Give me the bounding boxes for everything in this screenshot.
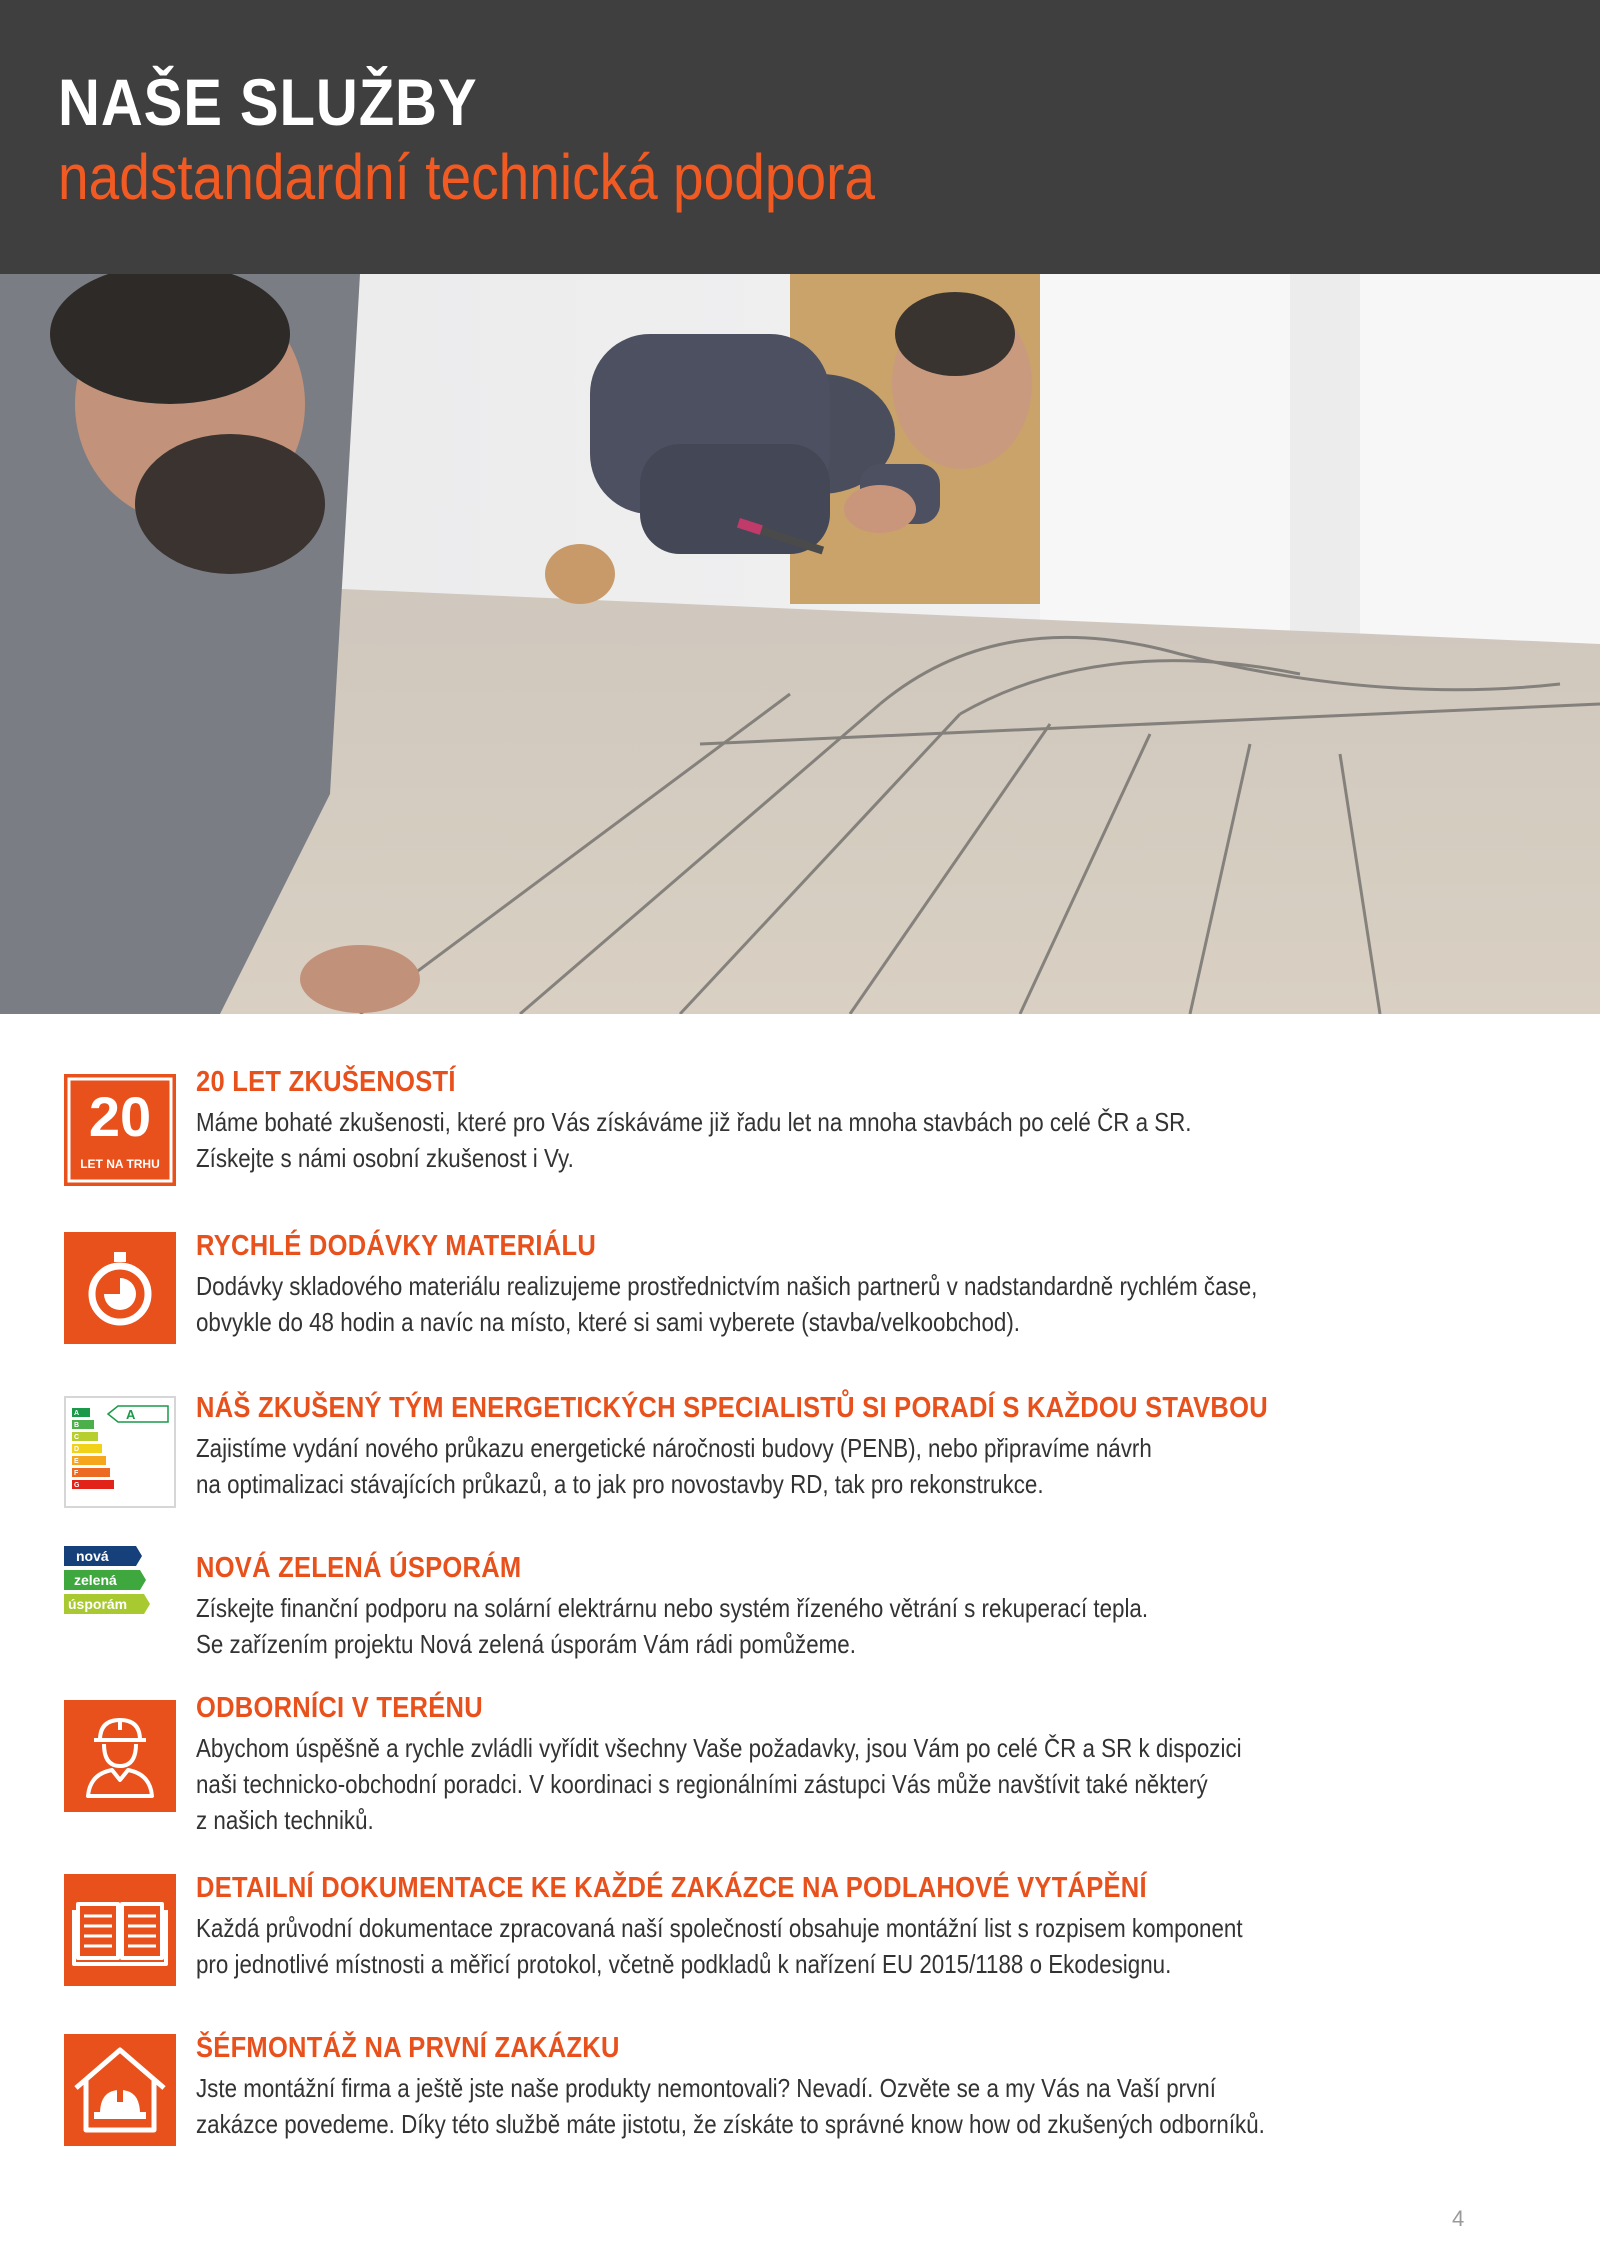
service-text-line: Jste montážní firma a ještě jste naše produkty nemontovali? Nevadí. Ozvěte se a my Vás na Vaší první bbox=[196, 2073, 1216, 2103]
page-title: NAŠE SLUŽBY bbox=[58, 65, 478, 139]
stopwatch-icon bbox=[64, 1232, 176, 1344]
service-text-line: z našich techniků. bbox=[196, 1805, 374, 1835]
20-years-badge-icon bbox=[64, 1074, 176, 1186]
hero-photo bbox=[0, 274, 1600, 1014]
service-title: RYCHLÉ DODÁVKY MATERIÁLU bbox=[196, 1230, 597, 1262]
service-text-line: obvykle do 48 hodin a navíc na místo, které si sami vyberete (stavba/velkoobchod). bbox=[196, 1307, 1021, 1337]
badge-caption: LET NA TRHU bbox=[80, 1157, 160, 1171]
energy-letter-d: D bbox=[74, 1446, 80, 1453]
service-text-line: Zajistíme vydání nového průkazu energetické náročnosti budovy (PENB), nebo připravíme návrh bbox=[196, 1433, 1152, 1463]
energy-letter-b: B bbox=[74, 1422, 80, 1429]
service-title: NOVÁ ZELENÁ ÚSPORÁM bbox=[196, 1552, 522, 1584]
page-number: 4 bbox=[1452, 2206, 1465, 2231]
logo-word-nova: nová bbox=[76, 1548, 109, 1564]
badge-number: 20 bbox=[88, 1085, 152, 1148]
page-subtitle: nadstandardní technická podpora bbox=[58, 141, 876, 213]
header-banner bbox=[0, 0, 1600, 274]
service-title: 20 LET ZKUŠENOSTÍ bbox=[196, 1066, 456, 1098]
service-text-line: Získejte s námi osobní zkušenost i Vy. bbox=[196, 1143, 574, 1173]
service-text-line: Se zařízením projektu Nová zelená úsporám Vám rádi pomůžeme. bbox=[196, 1629, 856, 1659]
service-text-line: pro jednotlivé místnosti a měřicí protokol, včetně podkladů k nařízení EU 2015/1188 o Ekodesignu. bbox=[196, 1949, 1172, 1979]
logo-word-usporam: úsporám bbox=[68, 1596, 128, 1612]
energy-letter-a: A bbox=[74, 1410, 80, 1417]
service-title: NÁŠ ZKUŠENÝ TÝM ENERGETICKÝCH SPECIALISTŮ SI PORADÍ S KAŽDOU STAVBOU bbox=[196, 1392, 1268, 1424]
energy-letter-c: C bbox=[74, 1434, 80, 1441]
energy-letter-f: F bbox=[74, 1470, 79, 1477]
house-helmet-icon bbox=[64, 2034, 176, 2146]
energy-label-icon bbox=[64, 1396, 176, 1508]
energy-rating: A bbox=[126, 1407, 136, 1422]
workers-laying-floor-heating-image bbox=[0, 274, 1600, 1014]
service-text-line: zakázce povedeme. Díky této službě máte jistotu, že získáte to správné know how od zkušených odborníků. bbox=[196, 2109, 1265, 2139]
service-title: ODBORNÍCI V TERÉNU bbox=[196, 1692, 483, 1724]
logo-word-zelena: zelená bbox=[74, 1572, 117, 1588]
energy-letter-e: E bbox=[74, 1458, 79, 1465]
service-text-line: Dodávky skladového materiálu realizujeme prostřednictvím našich partnerů v nadstandardně rychlém čase, bbox=[196, 1271, 1258, 1301]
service-text-line: Každá průvodní dokumentace zpracovaná naší společností obsahuje montážní list s rozpisem komponent bbox=[196, 1913, 1243, 1943]
service-text-line: naši technicko-obchodní poradci. V koordinaci s regionálními zástupci Vás může navštívit také některý bbox=[196, 1769, 1208, 1799]
energy-letter-g: G bbox=[74, 1482, 80, 1489]
service-title: DETAILNÍ DOKUMENTACE KE KAŽDÉ ZAKÁZCE NA PODLAHOVÉ VYTÁPĚNÍ bbox=[196, 1872, 1147, 1904]
technician-icon bbox=[64, 1700, 176, 1812]
service-title: ŠÉFMONTÁŽ NA PRVNÍ ZAKÁZKU bbox=[196, 2032, 620, 2064]
service-text-line: na optimalizaci stávajících průkazů, a to jak pro novostavby RD, tak pro rekonstrukce. bbox=[196, 1469, 1044, 1499]
service-text-line: Získejte finanční podporu na solární elektrárnu nebo systém řízeného větrání s rekuperací tepla. bbox=[196, 1593, 1149, 1623]
open-book-icon bbox=[64, 1874, 176, 1986]
nova-zelena-usporam-logo-icon bbox=[64, 1546, 176, 1658]
service-text-line: Abychom úspěšně a rychle zvládli vyřídit všechny Vaše požadavky, jsou Vám po celé ČR a SR k dispozici bbox=[196, 1733, 1242, 1763]
service-text-line: Máme bohaté zkušenosti, které pro Vás získáváme již řadu let na mnoha stavbách po celé ČR a SR. bbox=[196, 1107, 1192, 1137]
